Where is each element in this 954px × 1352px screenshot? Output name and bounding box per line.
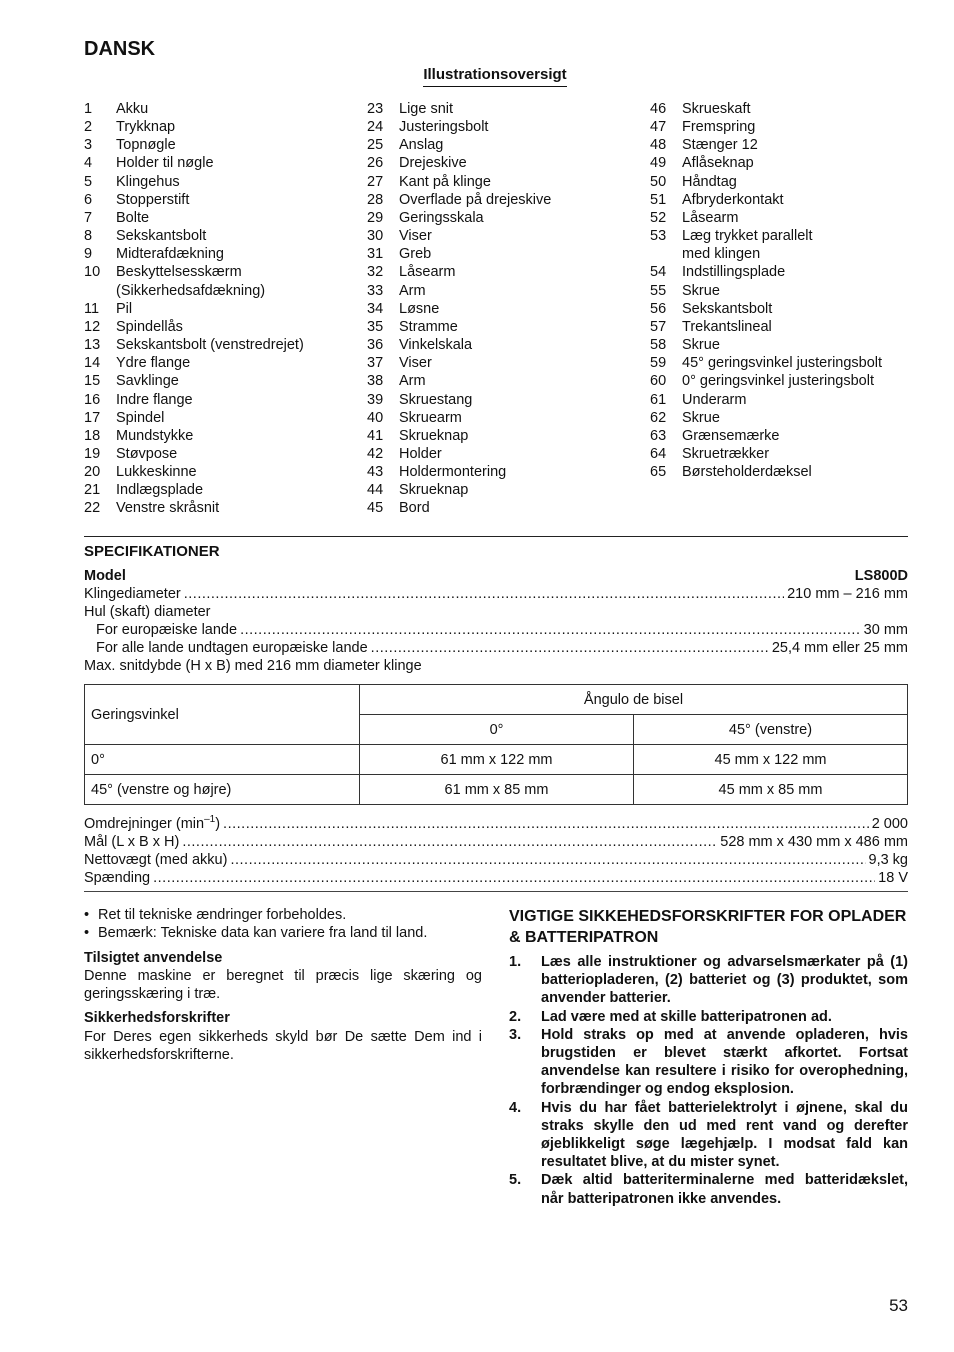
list-item bbox=[650, 191, 908, 209]
specifications-block-2 bbox=[84, 811, 908, 887]
part-number: 26 bbox=[367, 155, 384, 172]
safety-rules-column bbox=[509, 906, 908, 1208]
part-name: Klingehus bbox=[116, 173, 180, 190]
part-name: Støvpose bbox=[116, 445, 178, 462]
rule-text: Læs alle instruktioner og advarselsmærkater på (1) batteriopladeren, (2) batteriet og (3) produktet, som anvender batterier. bbox=[541, 954, 908, 1007]
list-item bbox=[84, 354, 354, 372]
list-item bbox=[84, 209, 354, 227]
part-name: Fremspring bbox=[682, 119, 756, 136]
spec-value: 528 mm x 430 mm x 486 mm bbox=[720, 833, 908, 850]
list-item bbox=[84, 154, 354, 172]
part-name: Læg trykket parallelt bbox=[682, 228, 813, 245]
part-number: 29 bbox=[367, 209, 384, 226]
list-item bbox=[650, 409, 908, 427]
safety-title: Sikkerhedsforskrifter bbox=[84, 1010, 230, 1027]
part-name: Trykknap bbox=[116, 119, 176, 136]
part-number: 15 bbox=[84, 373, 101, 390]
part-number: 35 bbox=[367, 318, 384, 335]
part-number: 60 bbox=[650, 373, 667, 390]
list-item bbox=[367, 136, 637, 154]
list-item bbox=[650, 463, 908, 481]
part-name: Låsearm bbox=[682, 209, 739, 226]
part-number: 41 bbox=[367, 427, 384, 444]
part-number: 49 bbox=[650, 155, 667, 172]
table-bevel-header: Ångulo de bisel bbox=[360, 685, 908, 715]
rule-number: 1. bbox=[509, 954, 522, 970]
part-number: 27 bbox=[367, 173, 384, 190]
spec-label: Klingediameter bbox=[84, 586, 181, 602]
list-item bbox=[367, 100, 637, 118]
part-number: 9 bbox=[84, 246, 93, 263]
part-name: Skruetrækker bbox=[682, 445, 770, 462]
part-number: 3 bbox=[84, 137, 93, 154]
table-row-label: 0° bbox=[85, 745, 360, 775]
part-number: 21 bbox=[84, 482, 101, 499]
spec-label: For europæiske lande bbox=[96, 622, 238, 638]
list-item bbox=[650, 336, 908, 354]
part-name: Underarm bbox=[682, 391, 747, 408]
part-name: Drejeskive bbox=[399, 155, 467, 172]
part-name: Greb bbox=[399, 246, 432, 263]
part-name: Trekantslineal bbox=[682, 318, 772, 335]
part-name: Sekskantsbolt (venstredrejet) bbox=[116, 337, 304, 354]
spec-dim-row bbox=[84, 833, 908, 851]
list-item bbox=[84, 282, 354, 300]
spec-weight-row bbox=[84, 851, 908, 869]
cutting-capacity-table bbox=[84, 684, 908, 805]
part-name: Indre flange bbox=[116, 391, 193, 408]
part-number: 28 bbox=[367, 191, 384, 208]
part-name: Sekskantsbolt bbox=[682, 300, 773, 317]
list-item bbox=[367, 481, 637, 499]
part-name: Geringsskala bbox=[399, 209, 484, 226]
part-number: 32 bbox=[367, 264, 384, 281]
part-name: Lige snit bbox=[399, 101, 454, 117]
list-item bbox=[650, 300, 908, 318]
part-number: 33 bbox=[367, 282, 384, 299]
list-item bbox=[367, 245, 637, 263]
list-item bbox=[367, 318, 637, 336]
part-name: Skrueskaft bbox=[682, 101, 751, 117]
list-item bbox=[367, 499, 637, 517]
part-number: 44 bbox=[367, 482, 384, 499]
list-item bbox=[367, 282, 637, 300]
part-number: 10 bbox=[84, 264, 101, 281]
part-number: 47 bbox=[650, 119, 667, 136]
spec-label: Spænding bbox=[84, 869, 151, 886]
part-name: Børsteholderdæksel bbox=[682, 464, 812, 481]
parts-list-column-3 bbox=[650, 100, 908, 481]
table-cell: 45 mm x 85 mm bbox=[634, 775, 908, 805]
part-number: 23 bbox=[367, 101, 384, 117]
list-item bbox=[650, 136, 908, 154]
part-name: Ydre flange bbox=[116, 355, 191, 372]
parts-list-column-1 bbox=[84, 100, 354, 518]
spec-value: 25,4 mm eller 25 mm bbox=[771, 640, 908, 656]
spec-value: 210 mm – 216 mm bbox=[787, 586, 908, 602]
part-number: 46 bbox=[650, 101, 667, 117]
list-item bbox=[84, 191, 354, 209]
part-name: Løsne bbox=[399, 300, 440, 317]
safety-rule-item bbox=[509, 1099, 908, 1172]
part-name: Stopperstift bbox=[116, 191, 190, 208]
part-name: Arm bbox=[399, 282, 426, 299]
rule-number: 3. bbox=[509, 1026, 522, 1043]
part-name: Skrueknap bbox=[399, 427, 469, 444]
page-number: 53 bbox=[889, 1296, 908, 1315]
part-name: Stænger 12 bbox=[682, 137, 758, 154]
spec-label: Mål (L x B x H) bbox=[84, 833, 180, 850]
part-name: Skrueknap bbox=[399, 482, 469, 499]
part-name: Akku bbox=[116, 101, 149, 117]
list-item bbox=[84, 427, 354, 445]
part-name: Spindel bbox=[116, 409, 165, 426]
list-item bbox=[367, 354, 637, 372]
rule-text: Hold straks op med at anvende opladeren, hvis brugstiden er blevet stærkt afkortet. Fortsat anvendelse kan resultere i risiko for overophedning, forbrændinger og endog eksplosion. bbox=[541, 1026, 908, 1098]
rule-text: Lad være med at skille batteripatronen ad. bbox=[541, 1008, 832, 1025]
list-item bbox=[367, 300, 637, 318]
table-corner-cell: Geringsvinkel bbox=[85, 685, 360, 745]
rule-text: Dæk altid batteriterminalerne med batteridækslet, når batteripatronen ikke anvendes. bbox=[541, 1172, 908, 1207]
part-number: 51 bbox=[650, 191, 667, 208]
part-number: 7 bbox=[84, 209, 93, 226]
specifications-block bbox=[84, 567, 908, 675]
part-number: 25 bbox=[367, 137, 384, 154]
list-item bbox=[84, 463, 354, 481]
list-item bbox=[367, 336, 637, 354]
list-item bbox=[650, 354, 908, 372]
part-name: Skruearm bbox=[399, 409, 462, 426]
list-item bbox=[650, 263, 908, 281]
spec-voltage-row bbox=[84, 869, 908, 887]
list-item bbox=[650, 100, 908, 118]
list-item bbox=[84, 499, 354, 517]
list-item bbox=[84, 445, 354, 463]
table-cell: 61 mm x 122 mm bbox=[360, 745, 634, 775]
safety-rule-item bbox=[509, 1026, 908, 1099]
part-name: Stramme bbox=[399, 318, 458, 335]
part-name: Skrue bbox=[682, 409, 720, 426]
part-name: Midterafdækning bbox=[116, 246, 224, 263]
part-number: 18 bbox=[84, 427, 101, 444]
list-item bbox=[84, 481, 354, 499]
part-number: 4 bbox=[84, 155, 93, 172]
safety-rule-item bbox=[509, 1008, 908, 1026]
part-number: 31 bbox=[367, 246, 384, 263]
spec-label: For alle lande undtagen europæiske lande bbox=[96, 640, 368, 656]
rule-number: 2. bbox=[509, 1008, 522, 1025]
list-item: • Ret til tekniske ændringer forbeholdes. bbox=[84, 907, 347, 923]
part-name: Pil bbox=[116, 300, 133, 317]
part-number: 52 bbox=[650, 209, 667, 226]
part-number: 6 bbox=[84, 191, 93, 208]
list-item bbox=[84, 391, 354, 409]
list-item bbox=[650, 209, 908, 227]
part-number: 53 bbox=[650, 228, 667, 245]
part-number: 37 bbox=[367, 355, 384, 372]
part-name: Kant på klinge bbox=[399, 173, 491, 190]
list-item bbox=[84, 300, 354, 318]
part-name: Overflade på drejeskive bbox=[399, 191, 552, 208]
list-item bbox=[650, 427, 908, 445]
list-item bbox=[84, 409, 354, 427]
table-cell: 45 mm x 122 mm bbox=[634, 745, 908, 775]
spec-model-row bbox=[84, 567, 908, 585]
list-item bbox=[650, 227, 908, 245]
table-cell: 61 mm x 85 mm bbox=[360, 775, 634, 805]
list-item bbox=[84, 118, 354, 136]
part-name: Grænsemærke bbox=[682, 427, 780, 444]
list-item bbox=[650, 282, 908, 300]
spec-rpm-row bbox=[84, 811, 908, 833]
list-item bbox=[367, 173, 637, 191]
part-number: 30 bbox=[367, 228, 384, 245]
part-number: 17 bbox=[84, 409, 101, 426]
intended-use-text: Denne maskine er beregnet til præcis lige skæring og geringsskæring i træ. bbox=[84, 967, 482, 1003]
part-number: 34 bbox=[367, 300, 384, 317]
part-name: Justeringsbolt bbox=[399, 119, 489, 136]
spec-hole-other-row bbox=[84, 639, 908, 657]
notes-column bbox=[84, 906, 482, 1064]
table-row bbox=[85, 745, 908, 775]
part-name: Holder bbox=[399, 445, 442, 462]
safety-rules-title: VIGTIGE SIKKEHEDSFORSKRIFTER FOR OPLADER & BATTERIPATRON bbox=[509, 908, 907, 946]
section-divider bbox=[84, 536, 908, 537]
list-item bbox=[650, 318, 908, 336]
spec-label: Omdrejninger $(\min^{-1})$ bbox=[84, 814, 221, 832]
list-item bbox=[367, 191, 637, 209]
part-name: Aflåseknap bbox=[682, 155, 754, 172]
safety-rule-item bbox=[509, 953, 908, 1008]
part-number: 36 bbox=[367, 337, 384, 354]
list-item bbox=[84, 100, 354, 118]
list-item bbox=[84, 263, 354, 281]
part-name: Venstre skråsnit bbox=[116, 500, 220, 517]
rule-number: 5. bbox=[509, 1172, 522, 1189]
table-row bbox=[85, 775, 908, 805]
list-item bbox=[650, 154, 908, 172]
part-name: Holder til nøgle bbox=[116, 155, 214, 172]
list-item: • Bemærk: Tekniske data kan variere fra land til land. bbox=[84, 925, 428, 942]
part-name: (Sikkerhedsafdækning) bbox=[116, 282, 266, 299]
part-name: Beskyttelsesskærm bbox=[116, 264, 242, 281]
part-number: 14 bbox=[84, 355, 101, 372]
part-name: 45° geringsvinkel justeringsbolt bbox=[682, 355, 883, 372]
part-number: 58 bbox=[650, 337, 667, 354]
list-item bbox=[650, 372, 908, 390]
part-number: 63 bbox=[650, 427, 667, 444]
part-number: 24 bbox=[367, 119, 384, 136]
part-number: 11 bbox=[84, 300, 100, 317]
section-divider-2 bbox=[84, 891, 908, 892]
spec-model-value: LS800D bbox=[854, 568, 908, 584]
part-name: Spindellås bbox=[116, 318, 183, 335]
list-item bbox=[84, 318, 354, 336]
spec-hole-row bbox=[84, 603, 908, 621]
part-number: 8 bbox=[84, 228, 93, 245]
list-item bbox=[367, 227, 637, 245]
list-item bbox=[367, 118, 637, 136]
part-name: Savklinge bbox=[116, 373, 179, 390]
part-name: Arm bbox=[399, 373, 426, 390]
list-item bbox=[84, 173, 354, 191]
part-number: 56 bbox=[650, 300, 667, 317]
part-number bbox=[650, 245, 682, 263]
part-name: Topnøgle bbox=[116, 137, 176, 154]
part-number: 39 bbox=[367, 391, 384, 408]
list-item bbox=[367, 391, 637, 409]
rule-number: 4. bbox=[509, 1099, 522, 1116]
part-name: Indlægsplade bbox=[116, 482, 204, 499]
list-item bbox=[84, 245, 354, 263]
part-number: 1 bbox=[84, 101, 93, 117]
part-number: 42 bbox=[367, 445, 384, 462]
part-name: Vinkelskala bbox=[399, 337, 473, 354]
list-item bbox=[650, 118, 908, 136]
part-number: 45 bbox=[367, 500, 384, 517]
part-name: Bord bbox=[399, 500, 430, 517]
part-name: Afbryderkontakt bbox=[682, 191, 784, 208]
part-number: 13 bbox=[84, 337, 101, 354]
part-number bbox=[84, 282, 116, 300]
part-name: Viser bbox=[399, 228, 432, 245]
spec-hole-eu-row bbox=[84, 621, 908, 639]
list-item bbox=[650, 445, 908, 463]
part-number: 20 bbox=[84, 464, 101, 481]
illustration-overview-title: Illustrationsoversigt bbox=[0, 66, 954, 87]
table-row-label: 45° (venstre og højre) bbox=[85, 775, 360, 805]
spec-label: Nettovægt (med akku) bbox=[84, 851, 228, 868]
safety-rules-list bbox=[509, 953, 908, 1208]
spec-label: Max. snitdybde (H x B) med 216 mm diameter klinge bbox=[84, 658, 422, 674]
spec-value: 2 000 bbox=[871, 815, 908, 832]
list-item bbox=[650, 245, 908, 263]
part-number: 55 bbox=[650, 282, 667, 299]
spec-model-label: Model bbox=[84, 568, 126, 584]
part-name: Anslag bbox=[399, 137, 444, 154]
part-number: 2 bbox=[84, 119, 93, 136]
list-item bbox=[650, 173, 908, 191]
parts-list-column-2 bbox=[367, 100, 637, 518]
part-number: 48 bbox=[650, 137, 667, 154]
part-name: Viser bbox=[399, 355, 432, 372]
list-item bbox=[367, 209, 637, 227]
part-number: 62 bbox=[650, 409, 667, 426]
intended-use-title: Tilsigtet anvendelse bbox=[84, 949, 223, 966]
spec-value: 30 mm bbox=[863, 622, 908, 638]
part-number: 43 bbox=[367, 464, 384, 481]
spec-cut-row bbox=[84, 657, 908, 675]
part-number: 38 bbox=[367, 373, 384, 390]
table-col-header-45: 45° (venstre) bbox=[634, 715, 908, 745]
list-item bbox=[84, 136, 354, 154]
part-number: 5 bbox=[84, 173, 93, 190]
list-item bbox=[367, 154, 637, 172]
part-name: Indstillingsplade bbox=[682, 264, 786, 281]
part-name: Sekskantsbolt bbox=[116, 228, 207, 245]
part-name: Skruestang bbox=[399, 391, 473, 408]
specifications-title: SPECIFIKATIONER bbox=[84, 543, 220, 560]
list-item bbox=[84, 336, 354, 354]
part-name: med klingen bbox=[682, 246, 761, 263]
list-item bbox=[367, 263, 637, 281]
part-name: 0° geringsvinkel justeringsbolt bbox=[682, 373, 874, 390]
part-number: 12 bbox=[84, 318, 101, 335]
part-name: Holdermontering bbox=[399, 464, 507, 481]
part-name: Mundstykke bbox=[116, 427, 194, 444]
part-number: 61 bbox=[650, 391, 667, 408]
part-number: 50 bbox=[650, 173, 667, 190]
rule-text: Hvis du har fået batterielektrolyt i øjnene, skal du straks skylle den ud med rent vand og derefter øjeblikkeligt søge lægehjælp. I modsat fald kan resultatet blive, at du mister synet. bbox=[541, 1099, 908, 1171]
part-number: 54 bbox=[650, 264, 667, 281]
list-item bbox=[650, 391, 908, 409]
list-item bbox=[367, 463, 637, 481]
part-name: Skrue bbox=[682, 282, 720, 299]
part-number: 19 bbox=[84, 445, 101, 462]
spec-value: 18 V bbox=[878, 869, 908, 886]
part-name: Skrue bbox=[682, 337, 720, 354]
table-col-header-0: 0° bbox=[360, 715, 634, 745]
language-heading: DANSK bbox=[84, 38, 156, 60]
safety-text: For Deres egen sikkerheds skyld bør De sætte Dem ind i sikkerhedsforskrifterne. bbox=[84, 1028, 482, 1064]
part-number: 40 bbox=[367, 409, 384, 426]
part-number: 16 bbox=[84, 391, 101, 408]
part-name: Lukkeskinne bbox=[116, 464, 197, 481]
list-item bbox=[367, 427, 637, 445]
spec-label: Hul (skaft) diameter bbox=[84, 604, 211, 620]
part-number: 64 bbox=[650, 445, 667, 462]
part-name: Låsearm bbox=[399, 264, 456, 281]
list-item bbox=[367, 409, 637, 427]
part-number: 57 bbox=[650, 318, 667, 335]
spec-blade-row bbox=[84, 585, 908, 603]
list-item bbox=[367, 372, 637, 390]
list-item bbox=[84, 227, 354, 245]
list-item bbox=[367, 445, 637, 463]
part-number: 59 bbox=[650, 355, 667, 372]
part-name: Håndtag bbox=[682, 173, 737, 190]
safety-rule-item bbox=[509, 1171, 908, 1207]
spec-value: 9,3 kg bbox=[868, 851, 908, 868]
list-item bbox=[84, 372, 354, 390]
part-number: 65 bbox=[650, 464, 667, 481]
part-number: 22 bbox=[84, 500, 101, 517]
part-name: Bolte bbox=[116, 209, 150, 226]
